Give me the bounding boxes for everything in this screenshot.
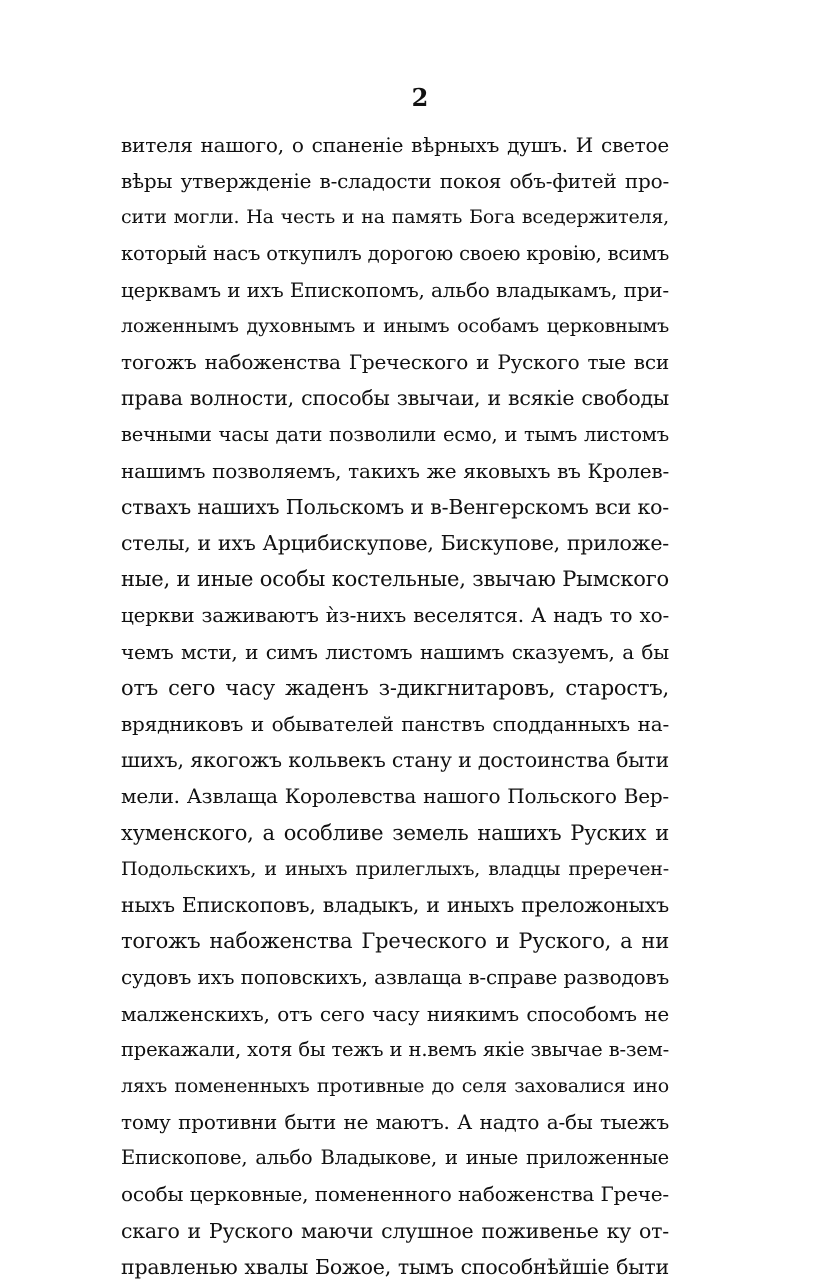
text-line: нашимъ позволяемъ, такихъ же яковыхъ въ Кролев- bbox=[121, 458, 669, 483]
text-line: вѣры утвержденіе в-сладости покоя объ-фитей про- bbox=[121, 169, 669, 194]
text-line: который насъ откупилъ дорогою своею кровію, всимъ bbox=[121, 241, 670, 265]
text-line: шихъ, якогожъ кольвекъ стану и достоинства быти bbox=[121, 748, 669, 773]
text-line: прекажали, хотя бы тежъ и н.вемъ якіе звычае в-зем- bbox=[121, 1037, 669, 1061]
text-line: врядниковъ и обывателей панствъ сподданныхъ на- bbox=[121, 712, 669, 736]
text-line: стелы, и ихъ Арцибискупове, Бискупове, приложе- bbox=[121, 531, 669, 556]
text-line: церквамъ и ихъ Епископомъ, альбо владыкамъ, при- bbox=[121, 277, 669, 302]
text-line: ныхъ Епископовъ, владыкъ, и иныхъ преложоныхъ bbox=[121, 892, 669, 917]
text-line: правленью хвалы Божое, тымъ способнѣйшіе быти bbox=[121, 1254, 669, 1279]
text-line: тому противни быти не маютъ. А надто а-бы тыежъ bbox=[121, 1110, 669, 1135]
text-line: тогожъ набоженства Греческого и Руского тые вси bbox=[121, 350, 669, 375]
text-line: малженскихъ, отъ сего часу ниякимъ способомъ не bbox=[121, 1001, 669, 1026]
text-line: хуменского, а особливе земель нашихъ Руских и bbox=[121, 820, 669, 845]
text-line: ложеннымъ духовнымъ и инымъ особамъ церковнымъ bbox=[121, 314, 669, 337]
text-line: ствахъ нашихъ Польскомъ и в-Венгерскомъ вси ко- bbox=[121, 494, 669, 519]
text-line: тогожъ набоженства Греческого и Руского, а ни bbox=[121, 929, 669, 954]
text-line: ные, и иные особы костельные, звычаю Рымского bbox=[121, 567, 669, 592]
text-line: вителя нашого, о спаненіе вѣрныхъ душъ. И светое bbox=[121, 133, 669, 157]
text-line: церкви заживаютъ ѝз-нихъ веселятся. А надъ то хо- bbox=[121, 603, 669, 628]
text-line: чемъ мсти, и симъ листомъ нашимъ сказуемъ, а бы bbox=[121, 639, 669, 664]
text-line: отъ сего часу жаденъ з-дикгнитаровъ, старостъ, bbox=[121, 675, 669, 700]
text-line: Подольскихъ, и иныхъ прилеглыхъ, владцы преречен- bbox=[121, 857, 669, 880]
text-line: особы церковные, помененного набоженства Грече- bbox=[121, 1182, 669, 1207]
text-line: судовъ ихъ поповскихъ, азвлаща в-справе разводовъ bbox=[121, 965, 669, 990]
body-text bbox=[121, 127, 669, 1285]
text-line: скаго и Руского маючи слушное поживенье ку от- bbox=[121, 1218, 669, 1243]
text-line: мели. Азвлаща Королевства нашого Польского Вер- bbox=[121, 784, 669, 809]
text-line: Епископове, альбо Владыкове, и иные приложенные bbox=[121, 1146, 669, 1170]
text-line: сити могли. На честь и на память Бога вседержителя, bbox=[121, 206, 669, 229]
page-number: 2 bbox=[411, 83, 429, 112]
text-line: ляхъ помененныхъ противные до селя заховалися ино bbox=[121, 1074, 669, 1097]
text-line: права волности, способы звычаи, и всякіе свободы bbox=[121, 386, 669, 411]
text-line: вечными часы дати позволили есмо, и тымъ листомъ bbox=[121, 422, 669, 446]
